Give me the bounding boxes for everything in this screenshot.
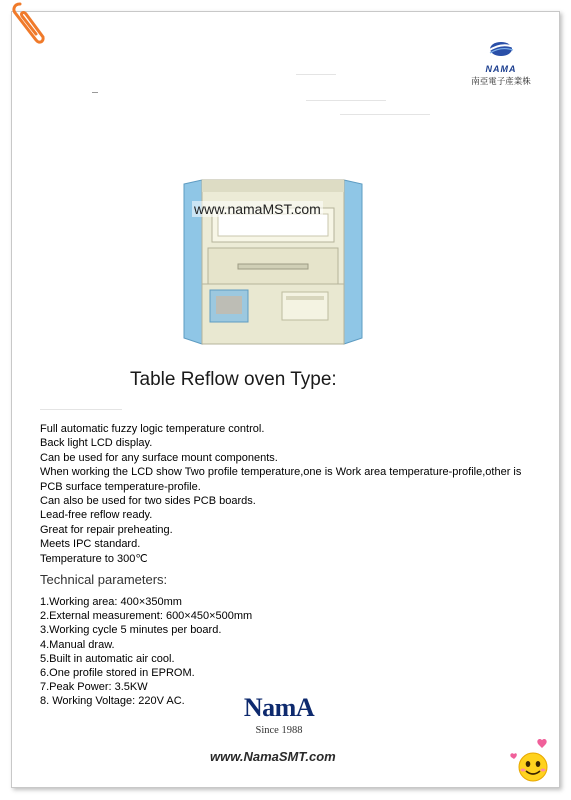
faint-line (40, 409, 122, 410)
feature-item: Meets IPC standard. (40, 538, 141, 551)
website-watermark: www.namaMST.com (194, 201, 321, 217)
paperclip-icon (6, 0, 50, 46)
feature-item: Can also be used for two sides PCB boards. (40, 495, 256, 508)
parameter-item: 2.External measurement: 600×450×500mm (40, 610, 253, 623)
feature-item: Lead-free reflow ready. (40, 509, 153, 522)
faint-mark (92, 92, 98, 93)
smiley-face-icon (508, 738, 554, 784)
company-name: 南亞電子產業株 (471, 76, 531, 86)
technical-parameters-heading: Technical parameters: (40, 572, 168, 587)
parameter-item: 7.Peak Power: 3.5KW (40, 681, 148, 694)
feature-item: PCB surface temperature-profile. (40, 480, 201, 493)
parameter-item: 6.One profile stored in EPROM. (40, 667, 195, 680)
feature-item: Can be used for any surface mount components. (40, 451, 278, 464)
brand-name: NAMA (485, 64, 517, 74)
faint-line (340, 114, 430, 115)
footer-website-link[interactable]: www.NamaSMT.com (210, 749, 336, 764)
parameter-item: 8. Working Voltage: 220V AC. (40, 695, 185, 708)
nama-logo-word: NamA (243, 693, 315, 722)
parameter-item: 3.Working cycle 5 minutes per board. (40, 624, 222, 637)
nama-footer-logo (236, 695, 322, 736)
company-logo (462, 40, 540, 84)
faint-line (306, 100, 386, 101)
feature-item: Full automatic fuzzy logic temperature control. (40, 423, 265, 435)
since-text: Since 1988 (255, 725, 303, 736)
globe-swoosh-icon (486, 40, 516, 58)
feature-item: Great for repair preheating. (40, 523, 173, 536)
product-title: Table Reflow oven Type: (130, 369, 337, 390)
parameters-list (40, 595, 340, 709)
feature-item: Temperature to 300℃ (40, 552, 148, 565)
parameter-item: 1.Working area: 400×350mm (40, 596, 182, 608)
feature-item: Back light LCD display. (40, 437, 153, 450)
parameter-item: 5.Built in automatic air cool. (40, 652, 175, 665)
faint-line (296, 74, 336, 75)
feature-item: When working the LCD show Two profile temperature,one is Work area temperature-profile,other is (40, 466, 522, 479)
parameter-item: 4.Manual draw. (40, 638, 115, 651)
features-list (40, 422, 540, 566)
